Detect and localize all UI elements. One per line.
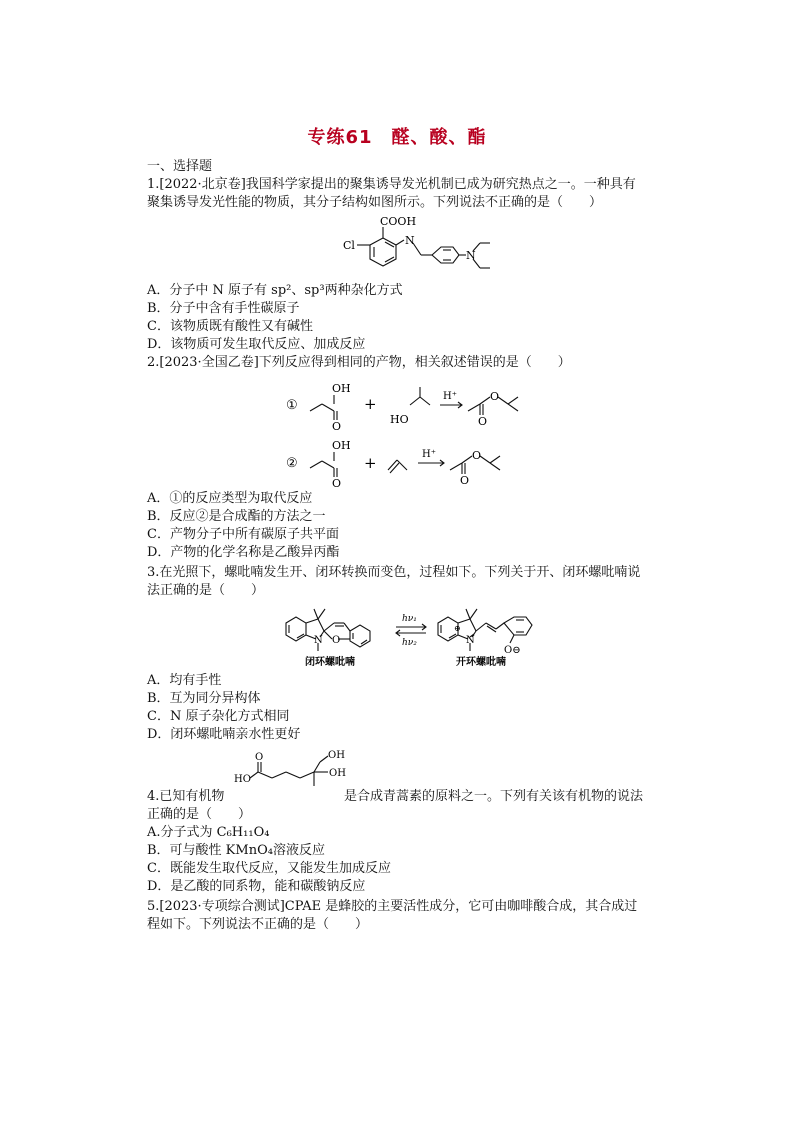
section-heading: 一、选择题	[147, 159, 213, 174]
q4-fig-oh1: OH	[328, 750, 345, 761]
q3-label-open: 开环螺吡喃	[456, 657, 506, 668]
q3-option-b: B．互为同分异构体	[147, 691, 261, 706]
q2-plus-1: +	[364, 395, 377, 413]
q3-option-d: D．闭环螺吡喃亲水性更好	[147, 727, 301, 742]
q2-cat-1: H⁺	[443, 391, 457, 402]
q2-fig-ester-co-2: O	[460, 474, 470, 487]
q5-stem-line1: 5.[2023·专项综合测试]CPAE 是蜂胶的主要活性成分，它可由咖啡酸合成，其合成过	[147, 899, 638, 914]
q4-fig-oh2: OH	[329, 768, 346, 779]
q1-fig-cooh: COOH	[380, 215, 417, 228]
q3-closed-n: N	[314, 635, 323, 646]
q2-fig-o-2: O	[332, 477, 342, 490]
q1-option-b: B．分子中含有手性碳原子	[147, 301, 300, 316]
q2-reaction-figure	[280, 375, 530, 495]
page-title: 专练61 醛、酸、酯	[307, 127, 487, 148]
q4-stem-part1: 4.已知有机物	[147, 789, 225, 804]
q1-stem-line1: 1.[2022·北京卷]我国科学家提出的聚集诱导发光机制已成为研究热点之一。一种具有	[147, 177, 636, 192]
q3-option-c: C．N 原子杂化方式相同	[147, 709, 290, 724]
q4-option-c: C．既能发生取代反应，又能发生加成反应	[147, 861, 391, 876]
q1-option-a: A．分子中 N 原子有 sp²、sp³两种杂化方式	[147, 283, 403, 298]
q2-fig-ester-co-1: O	[478, 415, 488, 428]
q5-stem-line2: 程如下。下列说法不正确的是（ ）	[147, 917, 369, 932]
q4-structure-figure	[232, 748, 346, 788]
q2-fig-ester-o-2: O	[472, 449, 482, 462]
q3-stem-line1: 3.在光照下，螺吡喃发生开、闭环转换而变色，过程如下。下列关于开、闭环螺吡喃说	[147, 565, 641, 580]
q3-open-plus: ⊕	[454, 624, 461, 633]
q3-open-ominus: O⊖	[504, 645, 521, 656]
q4-stem-line2: 正确的是（ ）	[147, 807, 252, 822]
q1-option-d: D．该物质可发生取代反应、加成反应	[147, 337, 366, 352]
q2-option-c: C．产物分子中所有碳原子共平面	[147, 527, 339, 542]
q4-fig-ho: HO	[234, 774, 251, 785]
q2-option-b: B．反应②是合成酯的方法之一	[147, 509, 326, 524]
q2-fig-oh-1: OH	[332, 382, 351, 395]
q2-option-a: A．①的反应类型为取代反应	[147, 491, 313, 506]
q4-option-d: D．是乙酸的同系物，能和碳酸钠反应	[147, 879, 366, 894]
q2-plus-2: +	[364, 454, 377, 472]
q1-fig-cl: Cl	[343, 239, 355, 252]
q3-hv2: hν₂	[402, 638, 417, 648]
q2-option-d: D．产物的化学名称是乙酸异丙酯	[147, 545, 340, 560]
q1-option-c: C．该物质既有酸性又有碱性	[147, 319, 313, 334]
q1-stem-line2: 聚集诱导发光性能的物质，其分子结构如图所示。下列说法不正确的是（ ）	[147, 195, 603, 210]
q2-fig-ester-o-1: O	[490, 390, 500, 403]
q4-option-a: A.分子式为 C₆H₁₁O₄	[147, 825, 270, 840]
q3-stem-line2: 法正确的是（ ）	[147, 583, 265, 598]
q1-fig-n2: N	[466, 249, 476, 262]
q4-stem-part2: 是合成青蒿素的原料之一。下列有关该有机物的说法	[344, 789, 644, 804]
q3-label-closed: 闭环螺吡喃	[305, 657, 355, 668]
q4-option-b: B．可与酸性 KMnO₄溶液反应	[147, 843, 325, 858]
q2-cat-2: H⁺	[422, 449, 436, 460]
q2-fig-oh-2: OH	[332, 439, 351, 452]
q3-hv1: hν₁	[402, 614, 417, 624]
q1-structure-figure	[325, 213, 500, 283]
q3-spiropyran-figure	[278, 603, 548, 671]
q3-open-n: N	[466, 635, 475, 646]
q3-option-a: A．均有手性	[147, 673, 222, 688]
q4-fig-o: O	[255, 752, 264, 763]
q2-fig-ho: HO	[390, 413, 409, 426]
q1-fig-n1: N	[405, 234, 415, 247]
q2-fig-o-1: O	[332, 420, 342, 433]
q3-closed-o: O	[332, 635, 341, 646]
q2-label-r1: ①	[286, 398, 298, 413]
q2-label-r2: ②	[286, 456, 298, 471]
q2-stem: 2.[2023·全国乙卷]下列反应得到相同的产物，相关叙述错误的是（ ）	[147, 355, 571, 370]
